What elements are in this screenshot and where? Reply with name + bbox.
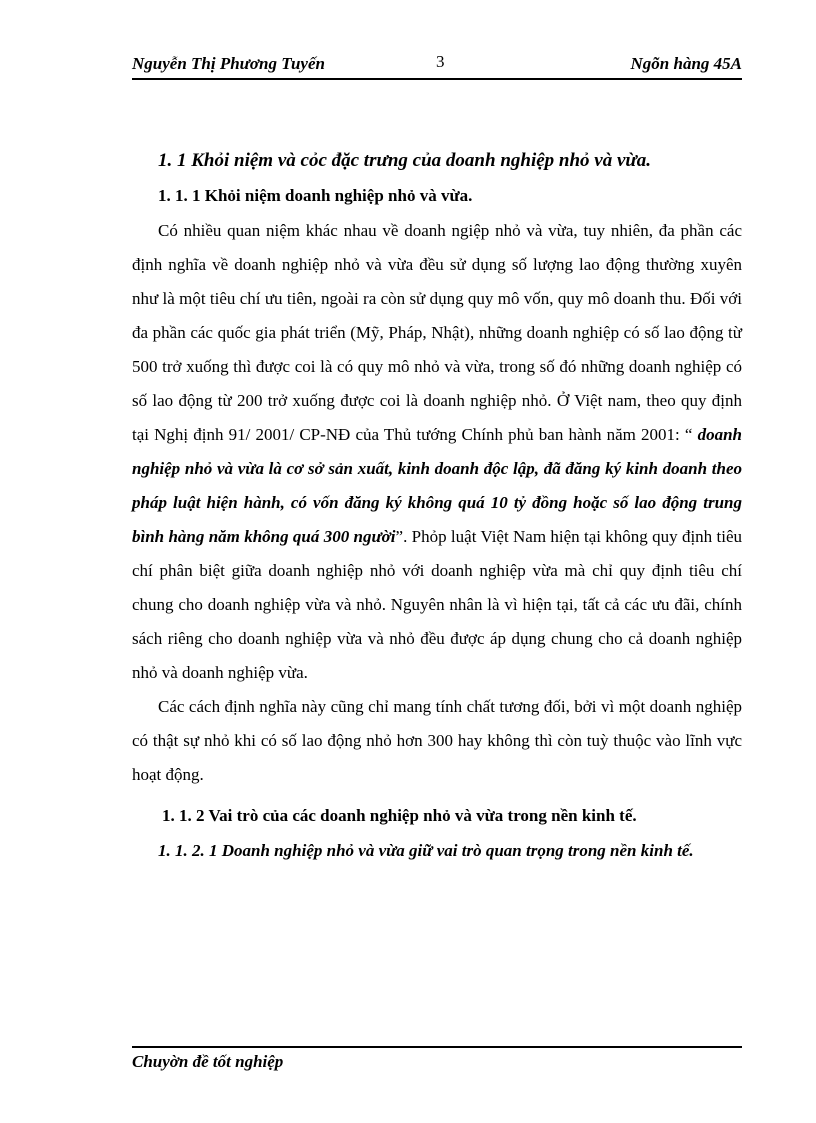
legal-quote: doanh nghiệp nhỏ và vừa là cơ sở sản xuất, kinh doanh độc lập, đã đăng ký kinh doanh theo pháp luật hiện hành, có vốn đăng ký không quá 10 tỷ đồng hoặc số lao động trung bình hàng năm không quá 300 người (132, 425, 742, 546)
document-body (132, 148, 742, 868)
header-author: Nguyễn Thị Phương Tuyến (132, 54, 325, 73)
page-header (132, 52, 742, 80)
paragraph-relative-definition: Các cách định nghĩa này cũng chỉ mang tính chất tương đối, bởi vì một doanh nghiệp có thật sự nhỏ khi có số lao động nhỏ hơn 300 hay không thì còn tuỳ thuộc vào lĩnh vực hoạt động. (132, 697, 742, 784)
paragraph-definition-text: Có nhiều quan niệm khác nhau về doanh ngiệp nhỏ và vừa, tuy nhiên, đa phần các định nghĩa về doanh nghiệp nhỏ và vừa đều sử dụng số lượng lao động thường xuyên như là một tiêu chí ưu tiên, ngoài ra còn sử dụng quy mô vốn, quy mô doanh thu. Đối với đa phần các quốc gia phát triển (Mỹ, Pháp, Nhật), những doanh nghiệp có số lao động từ 500 trở xuống thì được coi là có quy mô nhỏ và vừa, trong số đó những doanh nghiệp có số lao động từ 200 trở xuống được coi là doanh nghiệp nhỏ. Ở Việt nam, theo quy định tại Nghị định 91/ 2001/ CP-NĐ của Thủ tướng Chính phủ ban hành năm 2001: “ (132, 221, 742, 444)
page-number: 3 (436, 52, 445, 71)
subsection-title-1-1-2: 1. 1. 2 Vai trò của các doanh nghiệp nhỏ và vừa trong nền kinh tế. (162, 806, 637, 825)
page-footer (132, 1046, 742, 1071)
section-title: 1. 1 Khỏi niệm và cỏc đặc trưng của doanh nghiệp nhỏ và vừa. (158, 150, 652, 171)
footer-text: Chuyờn đề tốt nghiệp (132, 1052, 284, 1071)
header-class: Ngõn hàng 45A (630, 54, 742, 73)
subsection-title-1-1-2-1: 1. 1. 2. 1 Doanh nghiệp nhỏ và vừa giữ vai trò quan trọng trong nền kinh tế. (158, 841, 694, 860)
subsection-title-1-1-1: 1. 1. 1 Khỏi niệm doanh nghiệp nhỏ và vừa. (158, 186, 473, 205)
paragraph-definition-continuation: ”. Phỏp luật Việt Nam hiện tại không quy định tiêu chí phân biệt giữa doanh nghiệp nhỏ với doanh nghiệp vừa mà chỉ quy định tiêu chí chung cho doanh nghiệp vừa và nhỏ. Nguyên nhân là vì hiện tại, tất cả các ưu đãi, chính sách riêng cho doanh nghiệp vừa và nhỏ đều được áp dụng chung cho cả doanh nghiệp nhỏ và doanh nghiệp vừa. (132, 527, 742, 682)
paragraph-definition (132, 214, 742, 690)
